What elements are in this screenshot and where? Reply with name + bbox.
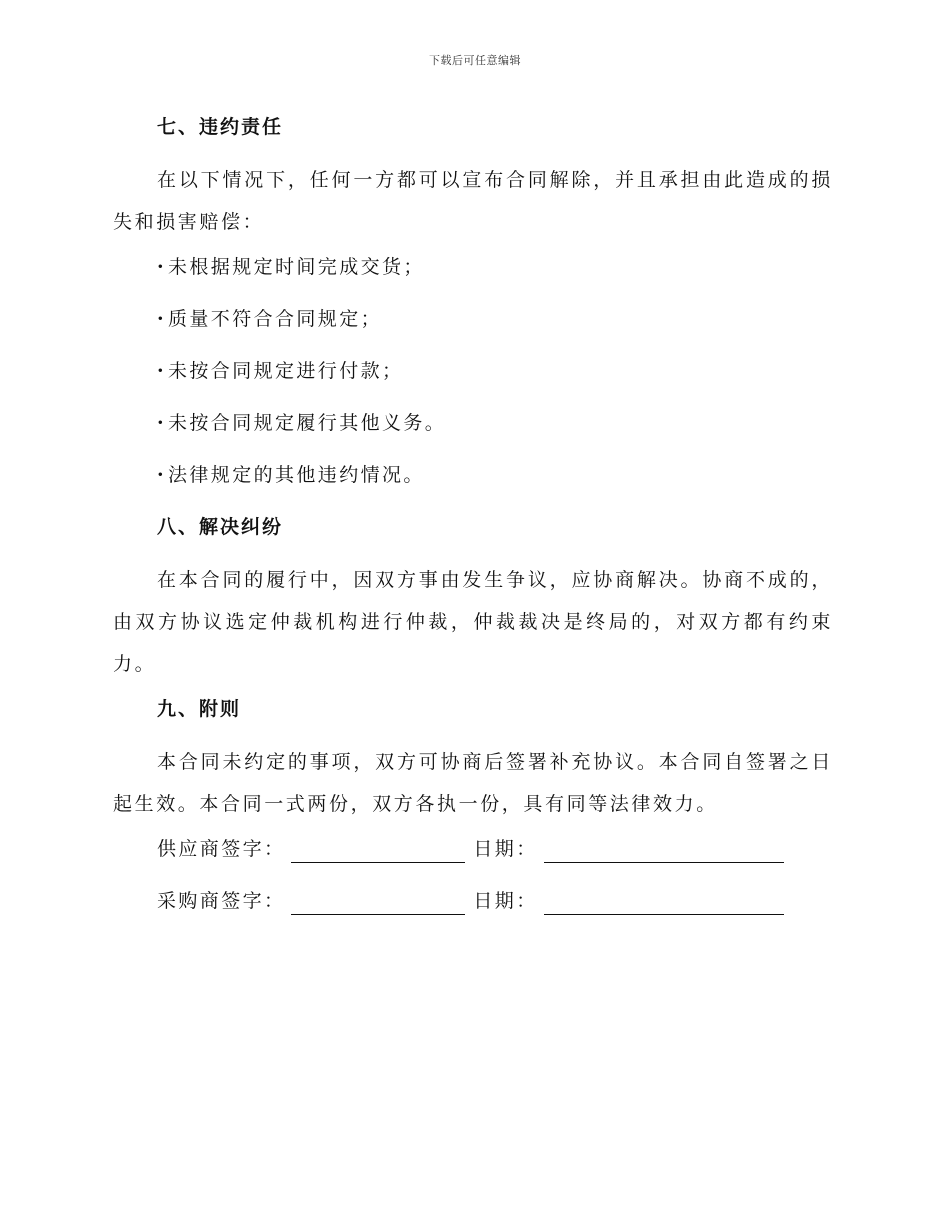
supplier-signature-line: [291, 840, 465, 863]
bullet-marker: ·: [157, 464, 167, 486]
list-item-text: 未按合同规定履行其他义务。: [168, 412, 447, 434]
list-item: [113, 461, 833, 489]
supplier-signature-row: [113, 835, 833, 863]
section-8-heading: 八、解决纠纷: [157, 516, 284, 538]
bullet-marker: ·: [157, 308, 167, 330]
bullet-marker: ·: [157, 360, 167, 382]
list-item-text: 未按合同规定进行付款；: [168, 360, 404, 382]
list-item: [113, 357, 833, 385]
list-item: [113, 253, 833, 281]
section-9-body: 本合同未约定的事项，双方可协商后签署补充协议。本合同自签署之日起生效。本合同一式两份，双方各执一份，具有同等法律效力。: [113, 751, 833, 815]
supplier-date-line: [544, 840, 784, 863]
buyer-date-label: 日期：: [473, 890, 538, 912]
document-body: [113, 113, 833, 939]
list-item-text: 法律规定的其他违约情况。: [168, 464, 425, 486]
bullet-marker: ·: [157, 256, 167, 278]
buyer-date-line: [544, 892, 784, 915]
buyer-signature-line: [291, 892, 465, 915]
bullet-marker: ·: [157, 412, 167, 434]
buyer-signature-row: [113, 887, 833, 915]
supplier-date-label: 日期：: [473, 838, 538, 860]
section-7-intro: 在以下情况下，任何一方都可以宣布合同解除，并且承担由此造成的损失和损害赔偿：: [113, 169, 833, 233]
list-item-text: 质量不符合合同规定；: [168, 308, 383, 330]
buyer-signature-label: 采购商签字：: [157, 890, 286, 912]
section-7-heading: 七、违约责任: [157, 116, 284, 138]
section-8-body: 在本合同的履行中，因双方事由发生争议，应协商解决。协商不成的，由双方协议选定仲裁机构进行仲裁，仲裁裁决是终局的，对双方都有约束力。: [113, 569, 833, 675]
list-item: [113, 305, 833, 333]
list-item-text: 未根据规定时间完成交货；: [168, 256, 425, 278]
section-9-heading: 九、附则: [157, 698, 242, 720]
supplier-signature-label: 供应商签字：: [157, 838, 286, 860]
list-item: [113, 409, 833, 437]
page-header: 下载后可任意编辑: [429, 54, 521, 67]
